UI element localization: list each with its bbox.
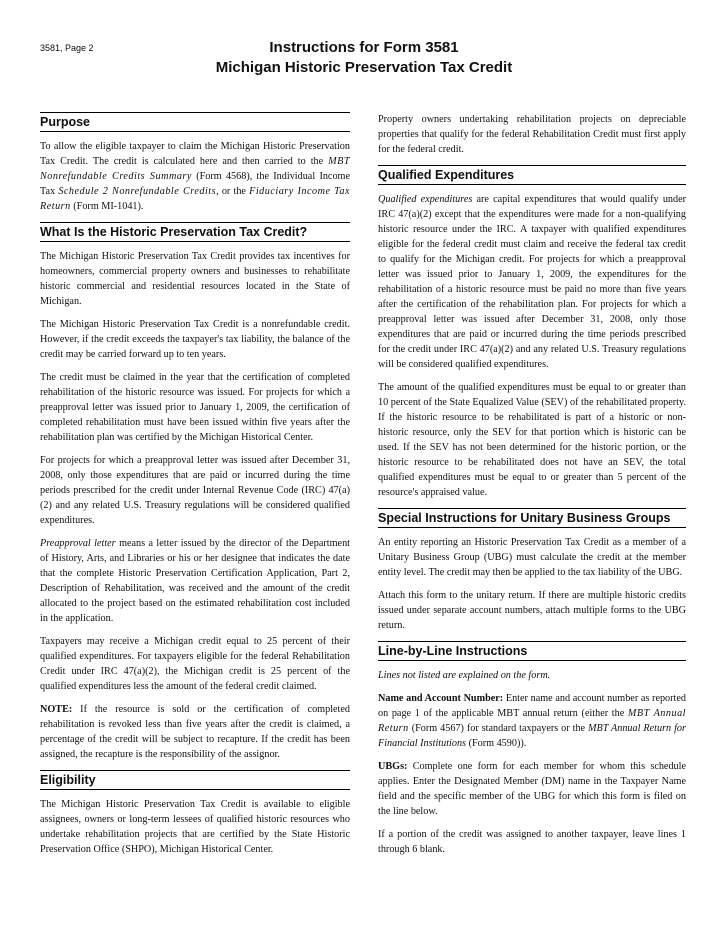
page-title: Instructions for Form 3581 — [269, 39, 459, 56]
purpose-paragraph: To allow the eligible taxpayer to claim the Michigan Historic Preservation Tax Credit. The credit is calculated here and then carried to the MBT Nonrefundable Credits Summary (Form 4568), the Individual Income Tax Schedule 2 Nonrefundable Credits, or the Fiduciary Income Tax Return (Form MI-1041). — [40, 141, 350, 212]
ubg-heading: Special Instructions for Unitary Business Groups — [378, 508, 686, 528]
qualified-expenditures-paragraph-2: The amount of the qualified expenditures must be equal to or greater than 10 percent of the State Equalized Value (SEV) of the rehabilitated property. If the historic resource to be rehabilitated is part of a historic or non-historic resource, only the SEV for that portion which is historic can be used. If the SEV has not been determined for the historic portion, or the historic resource to be rehabilitated does not have an SEV, the total qualified expenditures must be equal to or greater than 5 percent of the resource's appraised value. — [378, 382, 686, 498]
what-is-paragraph-3: The credit must be claimed in the year that the certification of completed rehabilitation of the historic resource was issued. For projects for which a preapproval letter was issued prior to January 1, 2009, the certification of completed rehabilitation must have been issued within five years after the rehabilitation plan was certified by the Michigan Historical Center. — [40, 372, 350, 443]
qualified-expenditures-paragraph-1: Qualified expenditures are capital expenditures that would qualify under IRC 47(a)(2) except that the expenditures were made for a non-qualifying historic resource under the IRC. A taxpayer with qualified expenditures eligible for the federal credit must claim and receive the federal tax credit to qualify for the Michigan credit. For projects for which a preapproval letter was issued prior to January 1, 2009, the expenditures for the rehabilitation of a historic resource must be paid no more than five years after the certification of the rehabilitation plan. For projects for which a preapproval letter was issued after December 31, 2008, only those expenditures that are paid or incurred during the time periods prescribed for the credit under IRC 47(a)(2) and any related U.S. Treasury regulations will be considered qualified expenditures. — [378, 194, 687, 370]
what-is-paragraph-6: Taxpayers may receive a Michigan credit equal to 25 percent of their qualified expenditures. For taxpayers eligible for the federal Rehabilitation Credit under IRC 47(a)(2), the Michigan credit is 25 percent of the qualified expenditures less the amount of the federal credit claimed. — [40, 636, 350, 692]
qualified-expenditures-heading: Qualified Expenditures — [378, 165, 686, 185]
preapproval-paragraph: Preapproval letter means a letter issued by the director of the Department of History, Arts, and Libraries or his or her designee that indicates the date that the complete Historic Preservation Certification Application, Part 2, Description of Rehabilitation, was received and the amount of the credit allocated to the project based on the estimated rehabilitation cost included in the application. — [40, 538, 350, 624]
what-is-paragraph-4: For projects for which a preapproval letter was issued after December 31, 2008, only those expenditures that are paid or incurred during the time periods prescribed for the credit under Internal Revenue Code (IRC) 47(a)(2) and any related U.S. Treasury regulations will be considered qualified expenditures. — [40, 455, 350, 526]
page-subtitle: Michigan Historic Preservation Tax Credit — [215, 59, 513, 76]
note-paragraph: NOTE: If the resource is sold or the certification of completed rehabilitation is revoked less than five years after the credit is claimed, a percentage of the credit will be subject to recapture. If the credit has been assigned, the recapture is the responsibility of the assignor. — [40, 704, 350, 760]
line-by-line-heading: Line-by-Line Instructions — [378, 641, 686, 661]
ubg-paragraph-1: An entity reporting an Historic Preservation Tax Credit as a member of a Unitary Business Group (UBG) must calculate the credit at the member entity level. The credit may then be applied to the tax liability of the UBG. — [378, 537, 686, 578]
left-column — [40, 112, 350, 865]
what-is-paragraph-1: The Michigan Historic Preservation Tax Credit provides tax incentives for homeowners, commercial property owners and businesses to rehabilitate historic commercial and residential resources located in the State of Michigan. — [40, 251, 350, 307]
purpose-heading: Purpose — [40, 112, 350, 132]
ubgs-paragraph: UBGs: Complete one form for each member for whom this schedule applies. Enter the Designated Member (DM) name in the Taxpayer Name field and the specific member of the UBG for which this form is filed on the line below. — [378, 761, 686, 817]
right-column — [378, 112, 686, 865]
eligibility-paragraph: The Michigan Historic Preservation Tax Credit is available to eligible assignees, owners or long-term lessees of qualified historic resources who undertake rehabilitation projects that are certified by the State Historic Preservation Office (SHPO), Michigan Historical Center. — [40, 799, 350, 855]
what-is-paragraph-2: The Michigan Historic Preservation Tax Credit is a nonrefundable credit. However, if the credit exceeds the taxpayer's tax liability, the balance of the credit may be carried forward up to ten years. — [40, 319, 350, 360]
assigned-portion-paragraph: If a portion of the credit was assigned to another taxpayer, leave lines 1 through 6 blank. — [378, 829, 686, 855]
ubg-paragraph-2: Attach this form to the unitary return. If there are multiple historic credits issued under separate account numbers, attach multiple forms to the UBG return. — [378, 590, 686, 631]
name-account-paragraph: Name and Account Number: Enter name and account number as reported on page 1 of the applicable MBT annual return (either the MBT Annual Return (Form 4567) for standard taxpayers or the MBT Annual Return for Financial Institutions (Form 4590)). — [378, 693, 686, 749]
eligibility-heading: Eligibility — [40, 770, 350, 790]
lines-not-listed-note: Lines not listed are explained on the form. — [378, 670, 551, 681]
what-is-heading: What Is the Historic Preservation Tax Credit? — [40, 222, 350, 242]
page-label: 3581, Page 2 — [40, 43, 94, 53]
continued-paragraph: Property owners undertaking rehabilitation projects on depreciable properties that qualify for the federal Rehabilitation Credit must first apply for the federal credit. — [378, 114, 686, 155]
